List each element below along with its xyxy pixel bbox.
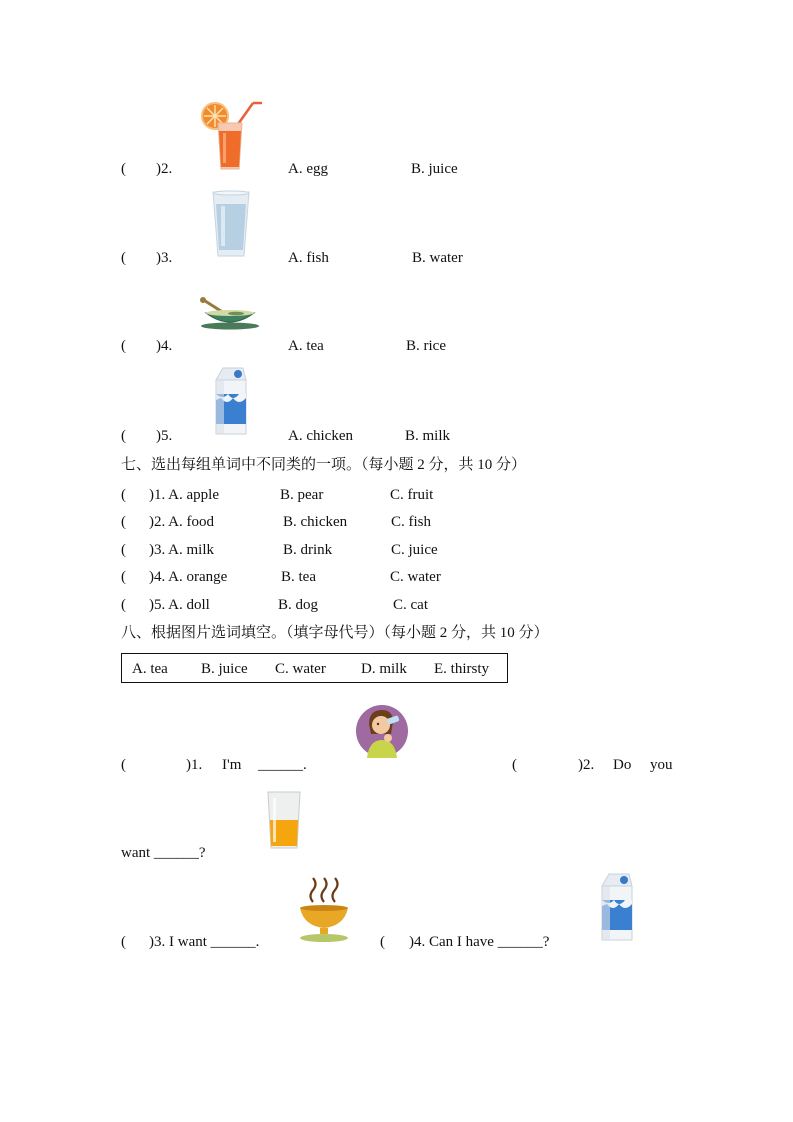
water-glass-icon: [210, 190, 252, 258]
question-option-a: )5. A. doll: [149, 597, 210, 613]
juice-glass-icon: [266, 790, 302, 850]
option-c: C. juice: [391, 542, 438, 558]
word-bank-item: B. juice: [201, 661, 248, 677]
question-number: )3.: [156, 250, 173, 266]
option-b: B. drink: [283, 542, 333, 558]
paren-open: (: [121, 487, 126, 503]
question-option-a: )3. A. milk: [149, 542, 215, 558]
question-text-continued: want ______?: [121, 845, 206, 861]
paren-open: (: [380, 934, 385, 950]
paren-open: (: [121, 934, 126, 950]
question-text: I'm: [222, 757, 242, 773]
paren-open: (: [121, 250, 126, 266]
tea-cup-icon: [198, 295, 262, 331]
option-c: C. cat: [393, 597, 428, 613]
option-a: A. tea: [288, 338, 324, 354]
option-b: B. juice: [411, 161, 458, 177]
thirsty-girl-icon: [355, 704, 409, 758]
paren-open: (: [121, 514, 126, 530]
question-option-a: )2. A. food: [149, 514, 214, 530]
question-text: )3. I want ______.: [149, 934, 260, 950]
paren-open: (: [512, 757, 517, 773]
question-number: )2.: [578, 757, 595, 773]
section-title: 七、选出每组单词中不同类的一项。（每小题 2 分，共 10 分）: [121, 457, 527, 473]
word-bank: [121, 653, 508, 683]
option-b: B. tea: [281, 569, 316, 585]
paren-open: (: [121, 338, 126, 354]
option-c: C. fish: [391, 514, 432, 530]
word-bank-item: C. water: [275, 661, 326, 677]
question-text: )4. Can I have ______?: [409, 934, 550, 950]
question-text: you: [650, 757, 673, 773]
milk-carton-icon: [599, 872, 635, 942]
question-option-a: )1. A. apple: [149, 487, 219, 503]
question-text: Do: [613, 757, 632, 773]
option-c: C. fruit: [390, 487, 434, 503]
option-b: B. dog: [278, 597, 319, 613]
paren-open: (: [121, 428, 126, 444]
question-number: )2.: [156, 161, 173, 177]
section-title: 八、根据图片选词填空。（填字母代号）（每小题 2 分，共 10 分）: [121, 625, 549, 641]
question-number: )1.: [186, 757, 203, 773]
option-b: B. rice: [406, 338, 446, 354]
paren-open: (: [121, 757, 126, 773]
question-number: )4.: [156, 338, 173, 354]
option-b: B. milk: [405, 428, 451, 444]
word-bank-item: D. milk: [361, 661, 407, 677]
milk-carton-icon: [213, 366, 249, 436]
paren-open: (: [121, 597, 126, 613]
question-option-a: )4. A. orange: [149, 569, 228, 585]
word-bank-item: A. tea: [132, 661, 168, 677]
option-b: B. pear: [280, 487, 324, 503]
paren-open: (: [121, 161, 126, 177]
paren-open: (: [121, 542, 126, 558]
orange-juice-glass-icon: [198, 99, 264, 171]
option-b: B. chicken: [283, 514, 348, 530]
option-c: C. water: [390, 569, 441, 585]
hot-tea-cup-icon: [296, 876, 352, 944]
option-a: A. fish: [288, 250, 329, 266]
paren-open: (: [121, 569, 126, 585]
option-b: B. water: [412, 250, 463, 266]
word-bank-item: E. thirsty: [434, 661, 489, 677]
option-a: A. chicken: [288, 428, 353, 444]
question-number: )5.: [156, 428, 173, 444]
option-a: A. egg: [288, 161, 328, 177]
answer-blank: ______.: [258, 757, 307, 773]
